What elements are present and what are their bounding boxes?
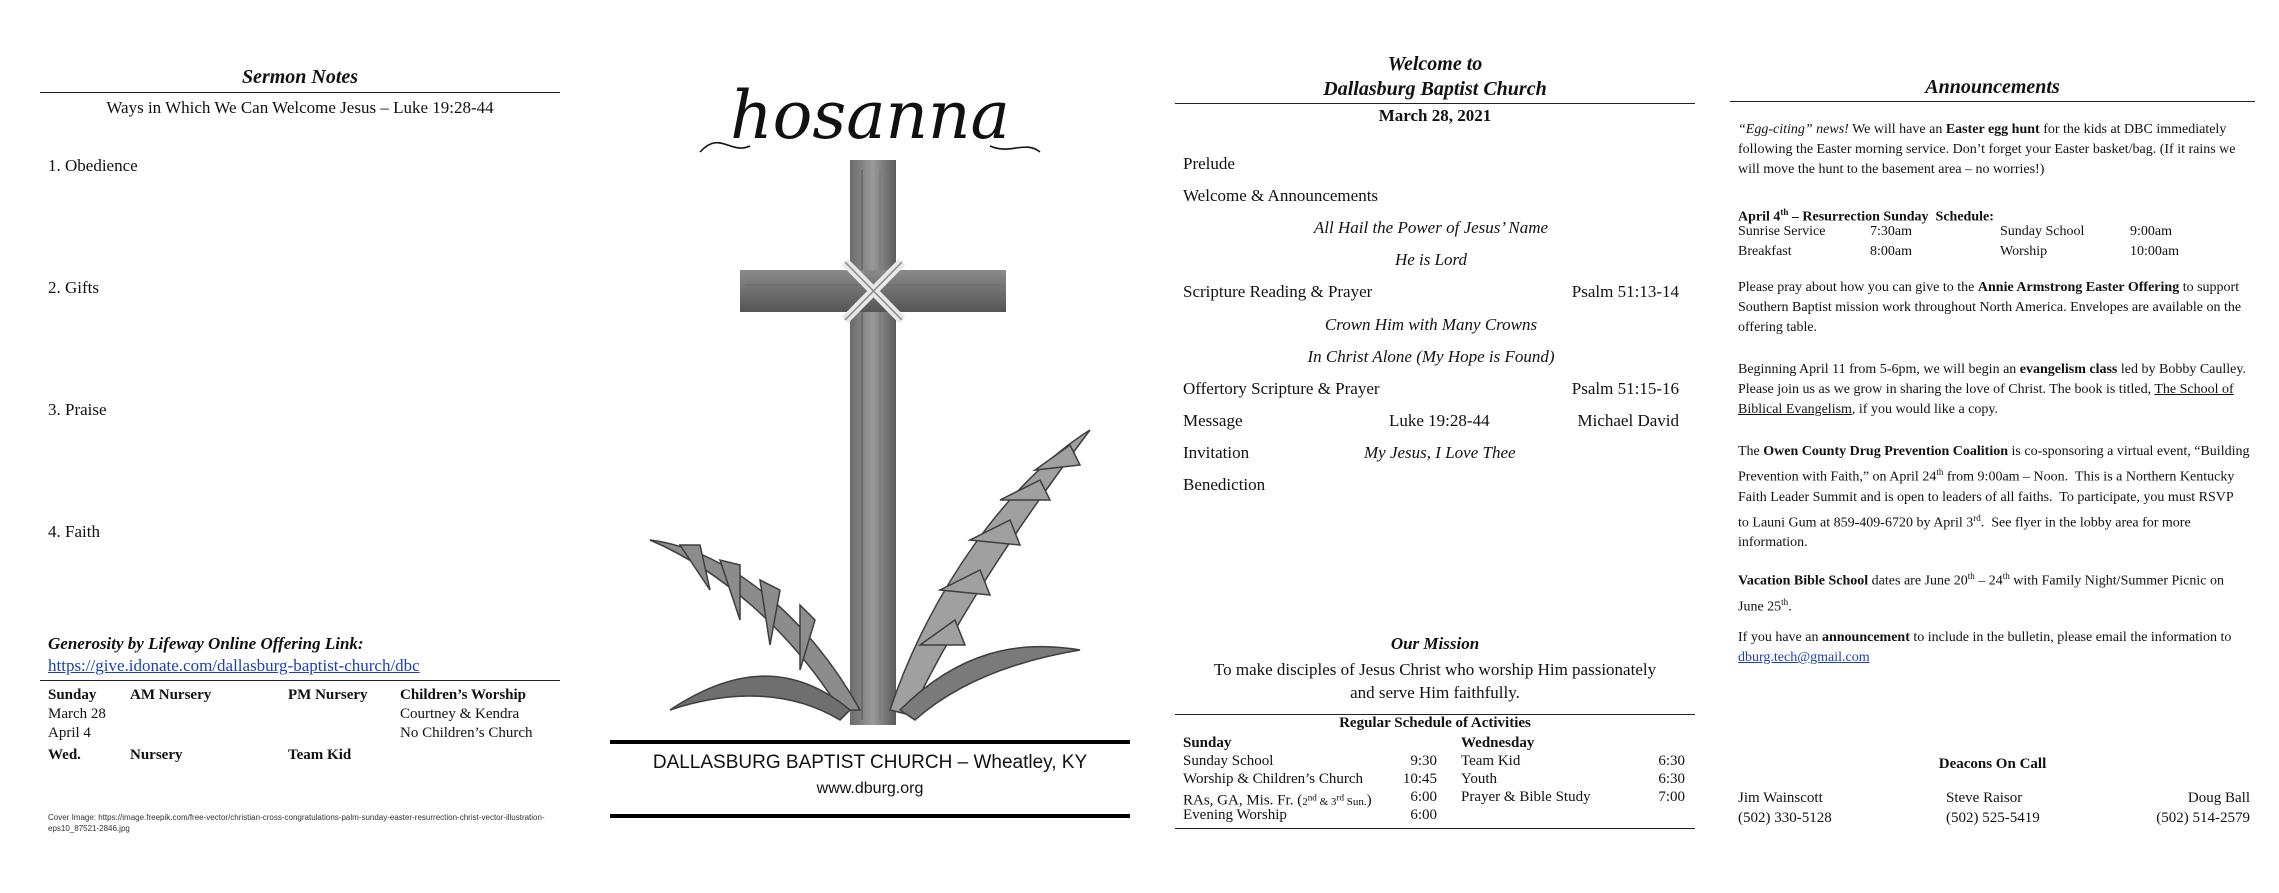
annie-bold: Annie Armstrong Easter Offering: [1977, 280, 2180, 295]
childrens-worship-label: Children’s Worship: [400, 687, 527, 703]
announcement-annie-armstrong: [1738, 278, 2250, 338]
schedule-wednesday-item: Team Kid: [1461, 753, 1521, 769]
childrens-worship-value: Courtney & Kendra: [400, 706, 520, 722]
sermon-point-4: 4. Faith: [48, 522, 100, 541]
annie-text: to support Southern Baptist mission work throughout North America. Envelopes are available on the offering table.: [1738, 280, 2242, 335]
nursery-teamkid-label: Team Kid: [288, 747, 352, 763]
cover-top-rule: [610, 740, 1130, 744]
april-item: Sunrise Service: [1738, 224, 1826, 239]
deacons-heading: Deacons On Call: [1938, 756, 2047, 772]
schedule-sunday-item: Worship & Children’s Church: [1183, 771, 1364, 787]
contact-bold: announcement: [1821, 630, 1910, 645]
song-1: All Hail the Power of Jesus’ Name: [1313, 218, 1549, 237]
service-item-offertory: [1183, 379, 1679, 399]
contact-email-link[interactable]: dburg.tech@gmail.com: [1738, 650, 1870, 665]
evang-text: led by Bobby Caulley. Please join us as we grow in sharing the love of Christ. The book is titled,: [1738, 362, 2246, 397]
schedule-wednesday-time: 6:30: [1658, 771, 1685, 787]
divider: [40, 92, 560, 93]
egg-text: for the kids at DBC immediately following the Easter morning service. Don’t forget your Easter basket/bag. (If it rains we will move the hunt to the basement area – no worries!): [1738, 122, 2236, 177]
contact-text: to include in the bulletin, please email the information to: [1909, 630, 2232, 645]
church-website: www.dburg.org: [816, 780, 924, 797]
cross-with-palms-illustration: [640, 150, 1100, 725]
deacon-3: [2156, 788, 2250, 828]
giving-label: Generosity by Lifeway Online Offering Link:: [48, 634, 364, 653]
egg-bold: Easter egg hunt: [1945, 122, 2040, 137]
schedule-sunday-item: RAs, GA, Mis. Fr. (2nd & 3rd Sun.): [1183, 792, 1372, 809]
cover-panel: [610, 0, 1130, 893]
nursery-wed-nursery-label: Nursery: [130, 747, 183, 763]
deacon-2: [1946, 788, 2040, 828]
giving-link[interactable]: https://give.idonate.com/dallasburg-baptist-church/dbc: [48, 656, 420, 675]
egg-lead: “Egg-citing” news!: [1738, 122, 1849, 137]
nursery-date: March 28: [48, 706, 106, 722]
sermon-point-2: 2. Gifts: [48, 278, 99, 297]
divider: [1730, 101, 2255, 102]
deacon-phone: (502) 330-5128: [1738, 810, 1832, 826]
offertory-reference: Psalm 51:15-16: [1571, 379, 1679, 398]
childrens-worship-value: No Children’s Church: [400, 725, 533, 741]
deacon-name: Jim Wainscott: [1738, 790, 1823, 806]
announcements-panel: [1730, 0, 2255, 893]
announcement-owen-county: The Owen County Drug Prevention Coalition is co-sponsoring a virtual event, “Building Prevention with Faith,” on April 24th from 9:00am – Noon. This is a Northern Kentucky Faith Leader Summit and is open to leaders of all faiths. To participate, you must RSVP to Launi Gum at 859-409-6720 by April 3rd. See flyer in the lobby area for more information.: [1738, 444, 2250, 551]
sermon-subtitle: Ways in Which We Can Welcome Jesus – Luke 19:28-44: [106, 98, 494, 117]
mission-heading: Our Mission: [1390, 634, 1480, 653]
contact-text: If you have an: [1738, 630, 1822, 645]
mission-line-1: To make disciples of Jesus Christ who worship Him passionately: [1213, 660, 1657, 679]
benediction-label: Benediction: [1183, 475, 1266, 494]
announcement-evangelism-class: [1738, 360, 2250, 420]
deacon-phone: (502) 514-2579: [2156, 810, 2250, 826]
divider: [40, 680, 560, 681]
announcement-april-heading: April 4th – Resurrection Sunday Schedule:: [1738, 207, 1994, 225]
evang-book-title: The School of Biblical Evangelism: [1738, 382, 2234, 417]
april-time: 8:00am: [1870, 244, 1912, 259]
april-item: Breakfast: [1738, 244, 1792, 259]
divider: [1175, 103, 1695, 104]
april-time: 10:00am: [2130, 244, 2179, 259]
palm-leaf-right: [890, 430, 1090, 720]
nursery-sunday-label: Sunday: [48, 687, 97, 703]
order-of-service-panel: [1175, 0, 1695, 893]
message-speaker: Michael David: [1577, 411, 1679, 430]
announcements-title: Announcements: [1925, 76, 2060, 98]
service-item-welcome: [1183, 186, 1679, 206]
sermon-point-3: 3. Praise: [48, 400, 107, 419]
sermon-notes-panel: [40, 0, 560, 893]
schedule-sunday-label: Sunday: [1183, 735, 1232, 751]
nursery-date: April 4: [48, 725, 91, 741]
welcome-line-1: Welcome to: [1387, 53, 1483, 75]
schedule-wednesday-label: Wednesday: [1461, 735, 1535, 751]
message-reference: Luke 19:28-44: [1389, 411, 1490, 430]
service-date: March 28, 2021: [1378, 106, 1492, 125]
schedule-heading: Regular Schedule of Activities: [1339, 715, 1531, 731]
schedule-wednesday-time: 6:30: [1658, 753, 1685, 769]
song-2: He is Lord: [1394, 250, 1468, 269]
schedule-wednesday-item: Prayer & Bible Study: [1461, 789, 1591, 805]
schedule-sunday-time: 10:45: [1402, 771, 1437, 787]
evang-text: Beginning April 11 from 5-6pm, we will begin an: [1738, 362, 2020, 377]
deacon-name: Steve Raisor: [1946, 790, 2023, 806]
service-item-prelude: [1183, 154, 1679, 174]
divider: [1175, 828, 1695, 829]
egg-text: We will have an: [1848, 122, 1946, 137]
mission-line-2: and serve Him faithfully.: [1350, 683, 1520, 702]
schedule-sunday-item: Sunday School: [1183, 753, 1274, 769]
service-item-invitation: [1183, 443, 1679, 463]
nursery-wed-label: Wed.: [48, 747, 81, 763]
cover-bottom-rule: [610, 814, 1130, 818]
april-time: 7:30am: [1870, 224, 1912, 239]
hosanna-text: hosanna: [730, 77, 1010, 154]
evang-bold: evangelism class: [2019, 362, 2118, 377]
song-3: Crown Him with Many Crowns: [1324, 315, 1538, 334]
cross-vertical-beam: [850, 160, 896, 725]
evang-text: , if you would like a copy.: [1851, 402, 1998, 417]
prelude-label: Prelude: [1183, 154, 1235, 173]
sermon-point-1: 1. Obedience: [48, 156, 138, 175]
invitation-label: Invitation: [1183, 443, 1250, 462]
april-item: Worship: [2000, 244, 2048, 259]
announcement-easter-egg-hunt: [1738, 120, 2250, 180]
nursery-pm-label: PM Nursery: [288, 687, 368, 703]
announcement-contact: [1738, 628, 2250, 668]
schedule-sunday-item: Evening Worship: [1183, 807, 1287, 823]
mission-statement: [1175, 658, 1695, 704]
april-item: Sunday School: [2000, 224, 2085, 239]
schedule-sunday-time: 6:00: [1410, 807, 1437, 823]
deacon-phone: (502) 525-5419: [1946, 810, 2040, 826]
scripture-reference: Psalm 51:13-14: [1571, 282, 1679, 301]
welcome-heading: [1175, 52, 1695, 102]
service-item-message: [1183, 411, 1679, 431]
schedule-sunday-time: 6:00: [1410, 789, 1437, 805]
message-label: Message: [1183, 411, 1243, 430]
service-item-benediction: [1183, 475, 1679, 495]
schedule-sunday-time: 9:30: [1410, 753, 1437, 769]
palm-leaf-left: [650, 540, 860, 720]
announcement-vbs: Vacation Bible School dates are June 20th – 24th with Family Night/Summer Picnic on June 25th.: [1738, 571, 2225, 615]
cover-image-credit: Cover Image: https://image.freepik.com/free-vector/christian-cross-congratulations-palm-sunday-easter-resurrection-christ-vector-illustration-eps10_87521-2846.jpg: [48, 813, 545, 833]
annie-text: Please pray about how you can give to the: [1738, 280, 1978, 295]
deacon-name: Doug Ball: [2187, 790, 2250, 806]
nursery-am-label: AM Nursery: [130, 687, 212, 703]
welcome-announcements-label: Welcome & Announcements: [1183, 186, 1379, 205]
welcome-line-2: Dallasburg Baptist Church: [1323, 78, 1547, 100]
sermon-notes-title: Sermon Notes: [241, 66, 359, 88]
church-name: DALLASBURG BAPTIST CHURCH – Wheatley, KY: [652, 752, 1088, 773]
service-item-scripture: [1183, 282, 1679, 302]
schedule-wednesday-time: 7:00: [1658, 789, 1685, 805]
schedule-wednesday-item: Youth: [1461, 771, 1497, 787]
deacon-1: [1738, 788, 1832, 828]
april-time: 9:00am: [2130, 224, 2172, 239]
song-4: In Christ Alone (My Hope is Found): [1307, 347, 1555, 366]
scripture-label: Scripture Reading & Prayer: [1183, 282, 1373, 301]
offertory-label: Offertory Scripture & Prayer: [1183, 379, 1380, 398]
invitation-song: My Jesus, I Love Thee: [1364, 443, 1516, 462]
